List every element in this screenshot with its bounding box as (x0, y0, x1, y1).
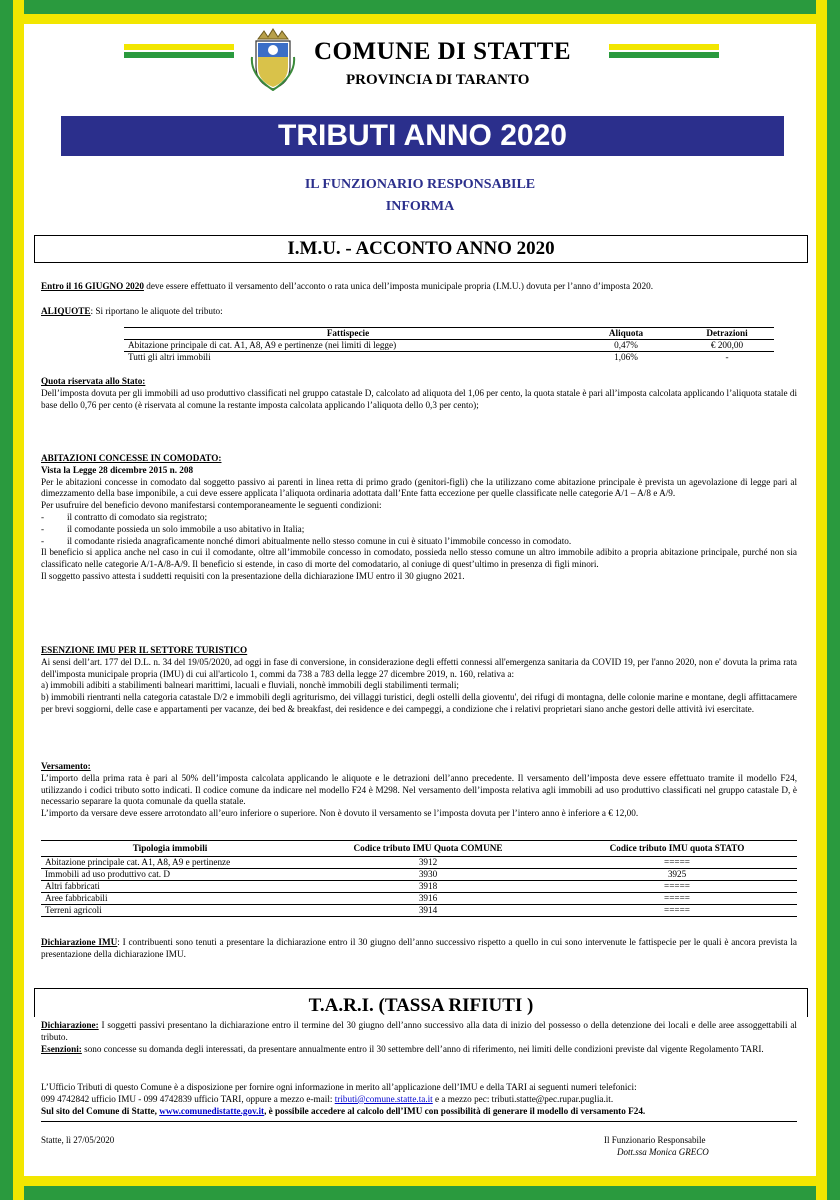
imu-section-title: I.M.U. - ACCONTO ANNO 2020 (34, 235, 808, 263)
table-cell: ===== (664, 857, 690, 867)
frame-right-yellow (816, 0, 827, 1200)
table-cell: 3916 (418, 893, 438, 903)
turistico-b: b) immobili rientranti nella categoria catastale D/2 e immobili degli agriturismo, dei villaggi turistici, degli ostelli della gioventu', dei rifugi di montagna, delle colonie marine e montane, degli affittacamere per brevi soggiorni, delle case e appartamenti per vacanze, dei bed & breakfast, dei residence e dei campeggi, a condizione che i relativi proprietari siano anche gestori delle attività ivi esercitate. (41, 692, 797, 714)
signatory-role: Il Funzionario Responsabile (604, 1135, 706, 1145)
table-cell: Tutti gli altri immobili (128, 352, 211, 362)
responsabile-line2: INFORMA (385, 199, 455, 214)
table-cell: Aree fabbricabili (45, 893, 108, 903)
table-row (41, 893, 797, 905)
comodato-p3: Il beneficio si applica anche nel caso in cui il comodante, oltre all’immobile concesso in comodato, possieda nello stesso comune un altro immobile adibito a propria abitazione principale, purché non sia classificato nelle categorie A/1-A/8-A/9. Il beneficio si estende, in caso di morte del comodatario, al coniuge di quest’ultimo in presenza di figli minori. (41, 547, 797, 570)
list-item: - il contratto di comodato sia registrato; (41, 511, 208, 522)
tari-esenzioni-text: sono concesse su domanda degli interessati, da presentare annualmente entro il 30 settembre dell’anno di riferimento, nei limiti delle condizioni previste dal vigente Regolamento TARI. (81, 1043, 764, 1054)
aliquote-table (124, 327, 774, 363)
table-cell: 1,06% (614, 352, 638, 362)
turistico-title: ESENZIONE IMU PER IL SETTORE TURISTICO (41, 645, 248, 655)
codici-header-stato: Codice tributo IMU quota STATO (609, 843, 745, 853)
versamento-p1: L’importo della prima rata è pari al 50% dell’imposta calcolata applicando le aliquote e le detrazioni dell’anno precedente. Il versamento dell’imposta deve essere effettuato tramite il modello F24, utilizzando i codici tributo sotto indicati. Il codice comune da indicare nel modello F24 è M298. Nel versamento dell’imposta relativa agli immobili ad uso produttivo classificati nel gruppo catastale D, è necessario separare la quota comunale da quella statale. (41, 772, 797, 807)
versamento-p2: L’importo da versare deve essere arrotondato all’euro inferiore o superiore. Non è dovuto il versamento se l’imposta dovuta per l’intero anno è inferiore a € 12,00. (41, 808, 639, 819)
frame-left-green (0, 0, 13, 1200)
tari-section-title: T.A.R.I. (TASSA RIFIUTI ) (34, 988, 808, 1017)
imu-intro (41, 281, 797, 293)
tari-esenzioni (41, 1044, 797, 1056)
table-cell: 3914 (418, 905, 438, 915)
tari-text (41, 1020, 797, 1055)
table-cell: ===== (664, 893, 690, 903)
tari-dichiarazione (41, 1020, 797, 1044)
dichiarazione-imu-text: : I contribuenti sono tenuti a presentare la dichiarazione entro il 30 giugno dell’anno successivo rispetto a quello in cui sono intervenute le fattispecie per le quali è ancora prevista la presentazione della dichiarazione IMU. (41, 937, 797, 959)
contacts-block (41, 1082, 797, 1122)
table-cell: 3912 (418, 857, 438, 867)
aliquote-header-detrazioni: Detrazioni (706, 328, 748, 338)
comodato-law: Vista la Legge 28 dicembre 2015 n. 208 (41, 464, 194, 475)
frame-bottom-yellow (0, 1176, 840, 1186)
tari-esenzioni-label: Esenzioni: (41, 1043, 82, 1054)
header-stripe-left-yellow (124, 44, 234, 50)
comune-title: COMUNE DI STATTE (314, 38, 572, 65)
table-cell: Abitazione principale di cat. A1, A8, A9 e pertinenze (nei limiti di legge) (128, 340, 397, 350)
header-stripe-right-yellow (609, 44, 719, 50)
comodato-p1: Per le abitazioni concesse in comodato dal soggetto passivo ai parenti in linea retta di primo grado (genitori-figli) che la utilizzano come abitazione principale è prevista un agevolazione di legge pari al dimezzamento della base imponibile, a cui deve essere applicata l’aliquota ordinaria adottata dall’Ente fatta eccezione per quelle classificate nelle categorie A/1 – A/8 e A/9. (41, 476, 797, 499)
table-cell: 3930 (418, 869, 438, 879)
versamento-section (41, 761, 797, 820)
table-row (41, 869, 797, 881)
frame-top-yellow (0, 14, 840, 24)
frame-bottom-green (0, 1186, 840, 1200)
quota-stato-title: Quota riservata allo Stato: (41, 376, 146, 386)
comodato-p2: Per usufruire del beneficio devono manifestarsi contemporaneamente le seguenti condizioni: (41, 500, 382, 511)
table-cell: Abitazione principale cat. A1, A8, A9 e pertinenze (45, 857, 231, 867)
tari-dichiarazione-label: Dichiarazione: (41, 1020, 99, 1030)
table-cell: € 200,00 (710, 340, 744, 350)
aliquote-intro (41, 306, 797, 318)
table-row (124, 340, 774, 352)
table-row (41, 881, 797, 893)
table-cell: - (725, 352, 729, 362)
turistico-section (41, 645, 797, 716)
table-cell: Terreni agricoli (45, 905, 102, 915)
table-cell: 3925 (667, 869, 687, 879)
versamento-title: Versamento: (41, 761, 91, 771)
list-item: - il comodante risieda anagraficamente nonché dimori abitualmente nello stesso comune in cui è situato l’immobile concesso in comodato. (41, 535, 572, 546)
imu-deadline: Entro il 16 GIUGNO 2020 (41, 281, 144, 291)
signatory-name: Dott.ssa Monica GRECO (617, 1147, 709, 1157)
codici-table-header (41, 841, 797, 857)
table-cell: 3918 (418, 881, 438, 891)
dichiarazione-imu (41, 937, 797, 961)
codici-tributo-table (41, 840, 797, 917)
header-stripe-right-green (609, 52, 719, 58)
aliquote-header-fattispecie: Fattispecie (326, 328, 370, 338)
table-cell: ===== (664, 881, 690, 891)
turistico-a: a) immobili adibiti a stabilimenti balneari marittimi, lacuali e fluviali, nonchè immobili degli stabilimenti termali; (41, 680, 459, 691)
table-cell: 0,47% (614, 340, 638, 350)
aliquote-table-header (124, 328, 774, 340)
place-date: Statte, lì 27/05/2020 (41, 1135, 115, 1145)
table-cell: Immobili ad uso produttivo cat. D (45, 869, 171, 879)
table-row (41, 905, 797, 917)
responsabile-line1: IL FUNZIONARIO RESPONSABILE (304, 177, 536, 192)
turistico-p1: Ai sensi dell’art. 177 del D.L. n. 34 del 19/05/2020, ad oggi in fase di conversione, in considerazione degli effetti connessi all'emergenza sanitaria da COVID 19, per l'anno 2020, non e' dovuta la prima rata dell'imposta municipale propria (IMU) di cui all'articolo 1, commi da 738 a 783 della legge 27 dicembre 2019, n. 160, relativa a: (41, 656, 797, 679)
comodato-title: ABITAZIONI CONCESSE IN COMODATO: (41, 453, 222, 463)
comodato-p4: Il soggetto passivo attesta i suddetti requisiti con la presentazione della dichiarazione IMU entro il 30 giugno 2021. (41, 570, 465, 581)
frame-left-yellow (13, 0, 24, 1200)
frame-top-green (0, 0, 840, 14)
contacts-line3: Sul sito del Comune di Statte, www.comunedistatte.gov.it, è possibile accedere al calcolo dell’IMU con possibilità di generare il modello di versamento F24. (41, 1105, 646, 1116)
quota-stato (41, 376, 797, 411)
list-item: - il comodante possieda un solo immobile a uso abitativo in Italia; (41, 523, 305, 534)
table-cell: Altri fabbricati (45, 881, 100, 891)
table-row (41, 857, 797, 869)
provincia-subtitle: PROVINCIA DI TARANTO (346, 72, 530, 88)
aliquote-text: : Si riportano le aliquote del tributo: (90, 306, 223, 316)
quota-stato-text: Dell’imposta dovuta per gli immobili ad uso produttivo classificati nel gruppo catastale D, calcolato ad aliquota del 1,06 per cento, la quota statale è pari all’imposta calcolata applicando l’aliquota statale di base dello 0,76 per cento (è riservata al comune la restante imposta calcolata applicando l’aliquota dello 0,3 per cento); (41, 387, 797, 410)
banner-title: TRIBUTI ANNO 2020 (61, 116, 784, 156)
page-content (24, 24, 816, 1176)
table-cell: ===== (664, 905, 690, 915)
codici-header-tipologia: Tipologia immobili (132, 843, 208, 853)
website-link[interactable]: www.comunedistatte.gov.it (159, 1105, 265, 1116)
dichiarazione-imu-label: Dichiarazione IMU (41, 937, 118, 947)
contacts-line2: 099 4742842 ufficio IMU - 099 4742839 ufficio TARI, oppure a mezzo e-mail: tributi@comune.statte.ta.it e a mezzo pec: tributi.statte@pec.rupar.puglia.it. (41, 1093, 614, 1104)
contacts-line1: L’Ufficio Tributi di questo Comune è a disposizione per fornire ogni informazione in merito all’applicazione dell’IMU e della TARI ai seguenti numeri telefonici: (41, 1082, 637, 1092)
codici-header-comune: Codice tributo IMU Quota COMUNE (353, 843, 503, 853)
table-row (124, 352, 774, 364)
email-link[interactable]: tributi@comune.statte.ta.it (334, 1093, 433, 1104)
frame-right-green (827, 0, 840, 1200)
aliquote-label: ALIQUOTE (41, 306, 91, 316)
tari-dichiarazione-text: I soggetti passivi presentano la dichiarazione entro il termine del 30 giugno dell’anno successivo alla data di inizio del possesso o della detenzione dei locali e delle aree assoggettabili al tributo. (41, 1020, 797, 1042)
imu-intro-text: deve essere effettuato il versamento dell’acconto o rata unica dell’imposta municipale propria (I.M.U.) dovuta per l’anno d’imposta 2020. (143, 281, 654, 291)
aliquote-header-aliquota: Aliquota (608, 328, 644, 338)
coat-of-arms-icon (250, 27, 296, 91)
comodato-section (41, 453, 797, 583)
header-stripe-left-green (124, 52, 234, 58)
